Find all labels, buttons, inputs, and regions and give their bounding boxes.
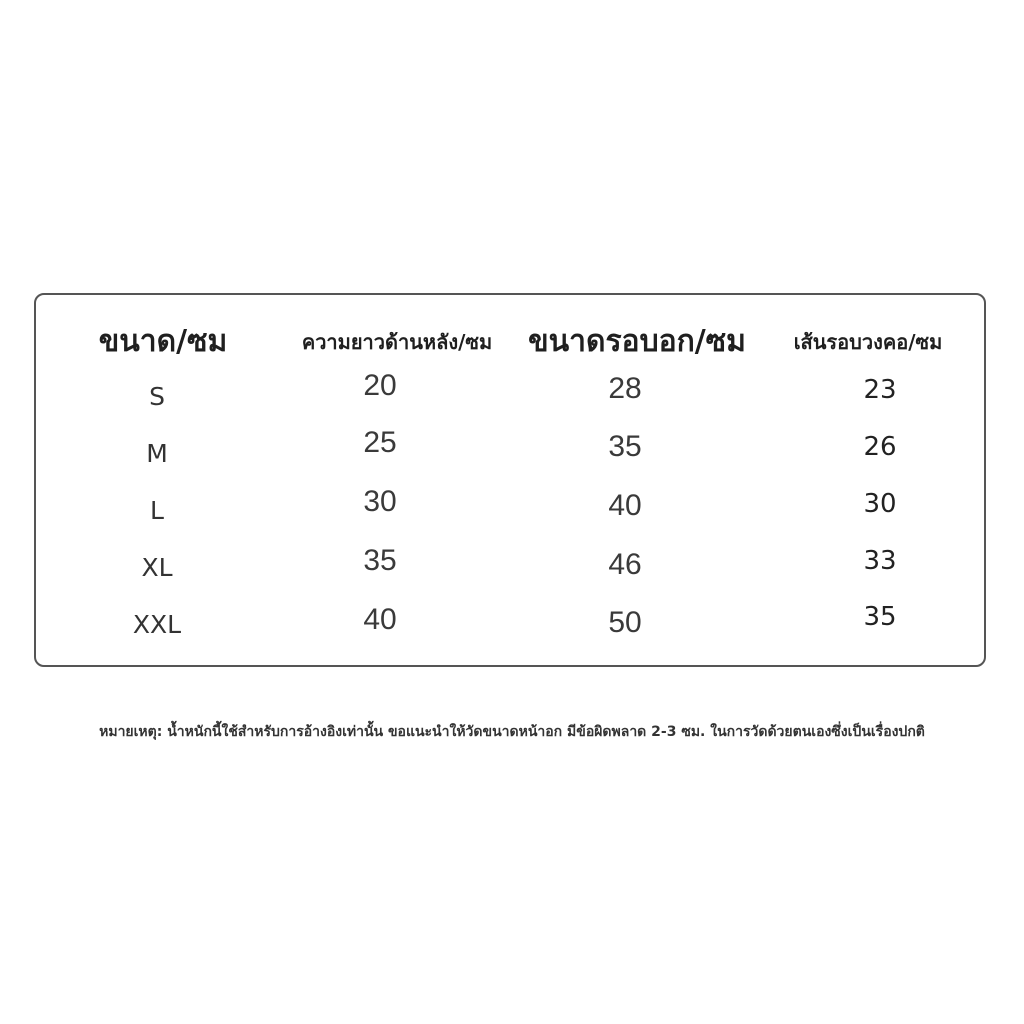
disclaimer-note: หมายเหตุ: น้ำหนักนี้ใช้สำหรับการอ้างอิงเท่านั้น ขอแนะนำให้วัดขนาดหน้าอก มีข้อผิดพลาด 2-3 ซม. ในการวัดด้วยตนเองซึ่งเป็นเรื่องปกติ xyxy=(99,724,925,740)
header-size: ขนาด/ซม xyxy=(98,324,228,359)
chest-cell: 46 xyxy=(608,548,642,581)
neck-cell: 35 xyxy=(863,602,897,632)
chest-cell: 40 xyxy=(608,489,642,522)
header-chest: ขนาดรอบอก/ซม xyxy=(528,324,746,359)
neck-cell: 23 xyxy=(863,375,897,405)
size-cell: L xyxy=(150,496,164,525)
size-cell: S xyxy=(149,382,165,411)
size-cell: XXL xyxy=(132,610,182,639)
back-length-cell: 20 xyxy=(363,369,397,402)
neck-cell: 26 xyxy=(863,432,897,462)
chest-cell: 35 xyxy=(608,430,642,463)
neck-cell: 33 xyxy=(863,546,897,576)
back-length-cell: 30 xyxy=(363,485,397,518)
size-cell: XL xyxy=(141,553,173,582)
chest-cell: 50 xyxy=(608,606,642,639)
back-length-cell: 25 xyxy=(363,426,397,459)
header-neck: เส้นรอบวงคอ/ซม xyxy=(793,330,943,354)
chest-cell: 28 xyxy=(608,372,642,405)
header-back-length: ความยาวด้านหลัง/ซม xyxy=(301,330,493,354)
neck-cell: 30 xyxy=(863,489,897,519)
back-length-cell: 35 xyxy=(363,544,397,577)
back-length-cell: 40 xyxy=(363,603,397,636)
size-cell: M xyxy=(146,439,168,468)
